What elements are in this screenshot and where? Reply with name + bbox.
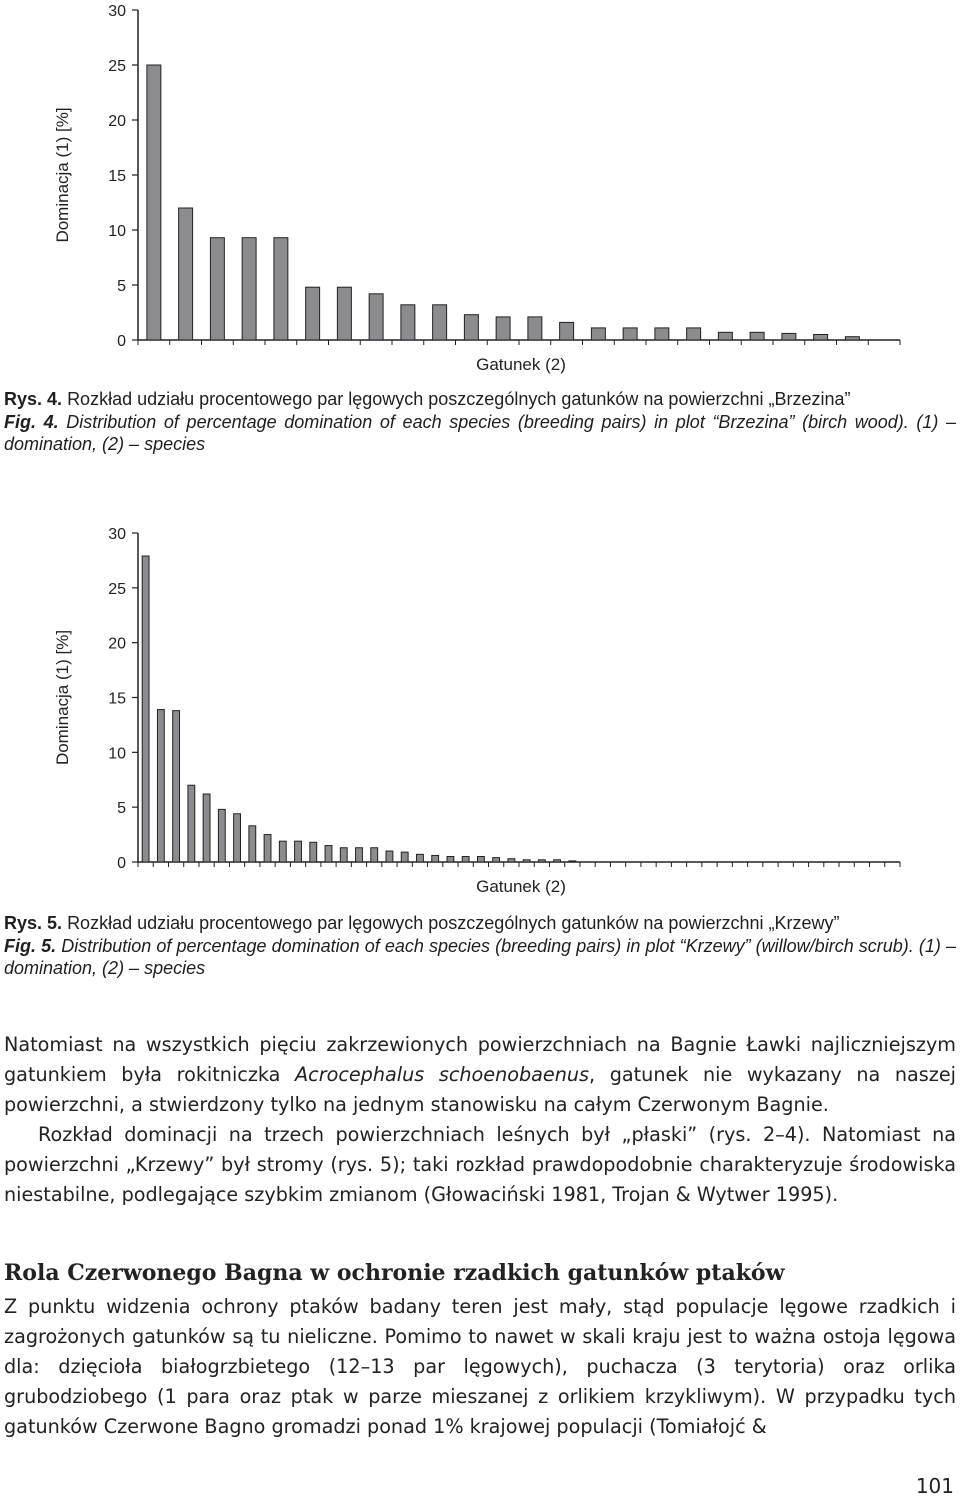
figure-4-fig-text: Distribution of percentage domination of each species (breeding pairs) in plot “Brzezina” (birch wood). (1) – domination, (2) – species xyxy=(4,411,956,454)
y-tick-label: 25 xyxy=(108,580,126,598)
paragraph-3: Z punktu widzenia ochrony ptaków badany teren jest mały, stąd populacje lęgowe rzadkich i zagrożonych gatunków są tu nieliczne. Pomimo to nawet w skali kraju jest to ważna ostoja lęgowa dla: dzięcioła białogrzbietego (12–13 par lęgowych), puchacza (3 terytoria) oraz orlika grubodziobego (1 para oraz ptak w parze mieszanej z orlikiem krzykliwym). W przypadku tych gatunków Czerwone Bagno gromadzi ponad 1% krajowej populacji (Tomiałojć & xyxy=(4,1295,956,1438)
bar xyxy=(242,238,256,340)
y-axis-title: Dominacja (1) [%] xyxy=(53,107,72,243)
bar xyxy=(447,857,454,862)
figure-4-caption-polish xyxy=(4,388,956,411)
y-tick-label: 5 xyxy=(117,278,126,295)
figure-4-bar-chart xyxy=(0,0,960,380)
y-tick-label: 15 xyxy=(108,168,126,185)
figure-5-caption xyxy=(4,912,956,980)
figure-4-caption xyxy=(4,388,956,456)
figure-4-rys-label: Rys. 4. xyxy=(4,389,63,409)
bar xyxy=(264,835,271,862)
bar xyxy=(687,328,701,340)
x-axis-title: Gatunek (2) xyxy=(476,355,566,374)
bar xyxy=(157,710,164,862)
bar xyxy=(432,855,439,862)
y-tick-label: 20 xyxy=(108,113,126,130)
bar xyxy=(179,208,193,340)
paragraph-2: Rozkład dominacji na trzech powierzchniach leśnych był „płaski” (rys. 2–4). Natomiast na powierzchni „Krzewy” był stromy (rys. 5); taki rozkład prawdopodobnie charakteryzuje środowiska niestabilne, podlegające szybkim zmianom (Głowaciński 1981, Trojan & Wytwer 1995). xyxy=(4,1123,956,1206)
figure-5-caption-english xyxy=(4,935,956,980)
bar xyxy=(417,854,424,862)
bar xyxy=(538,860,545,862)
bar xyxy=(142,556,149,862)
page-number: 101 xyxy=(915,1474,954,1498)
y-tick-label: 5 xyxy=(117,800,126,818)
y-tick-label: 30 xyxy=(108,3,126,20)
bar xyxy=(234,814,241,862)
bar xyxy=(203,794,210,862)
y-tick-label: 10 xyxy=(108,745,126,763)
figure-4-rys-text: Rozkład udziału procentowego par lęgowych poszczególnych gatunków na powierzchni „Brzezina” xyxy=(67,389,851,409)
bar xyxy=(274,238,288,340)
paragraph-1-text-b: , gatunek nie wykazany na naszej powierzchni, a stwierdzony tylko na jednym stanowisku na całym Czerwonym Bagnie. xyxy=(4,1063,956,1116)
figure-5-fig-label: Fig. 5. xyxy=(4,935,57,956)
body-paragraph-3-wrap xyxy=(4,1292,956,1442)
figure-4-chart xyxy=(0,0,960,380)
y-tick-label: 30 xyxy=(108,526,126,543)
bar xyxy=(188,785,195,862)
bar xyxy=(356,848,363,862)
y-tick-label: 20 xyxy=(108,635,126,653)
bar xyxy=(401,305,415,340)
bar xyxy=(464,315,478,340)
bar xyxy=(306,287,320,340)
figure-4-caption-english xyxy=(4,411,956,456)
bar xyxy=(401,852,408,862)
bar xyxy=(528,317,542,340)
bar xyxy=(591,328,605,340)
figure-5-bar-chart xyxy=(0,515,960,905)
bar xyxy=(173,711,180,862)
bar xyxy=(325,846,332,862)
bar xyxy=(371,848,378,862)
bar xyxy=(560,322,574,340)
bar xyxy=(623,328,637,340)
y-tick-label: 25 xyxy=(108,58,126,75)
bar xyxy=(279,841,286,862)
bar xyxy=(218,809,225,862)
bar xyxy=(210,238,224,340)
bar xyxy=(655,328,669,340)
bar xyxy=(477,857,484,862)
bar xyxy=(386,851,393,862)
bar xyxy=(310,842,317,862)
bar xyxy=(493,858,500,862)
bar xyxy=(462,857,469,862)
bar xyxy=(718,332,732,340)
figure-5-fig-text: Distribution of percentage domination of each species (breeding pairs) in plot “Krzewy” (willow/birch scrub). (1) – domination, (2) – species xyxy=(4,935,957,978)
bar xyxy=(523,860,530,862)
bar xyxy=(249,826,256,862)
paragraph-1 xyxy=(4,1030,956,1120)
bar xyxy=(369,294,383,340)
bar xyxy=(750,332,764,340)
y-axis-title: Dominacja (1) [%] xyxy=(53,629,72,766)
body-paragraphs xyxy=(4,1030,956,1210)
figure-5-rys-text: Rozkład udziału procentowego par lęgowych poszczególnych gatunków na powierzchni „Krzewy” xyxy=(67,913,840,933)
bar xyxy=(340,848,347,862)
paragraph-1-text-a: Natomiast na wszystkich pięciu zakrzewionych powierzchniach na Bagnie Ławki najliczniejszym gatunkiem była rokitniczka xyxy=(4,1033,956,1086)
y-tick-label: 10 xyxy=(108,223,126,240)
figure-5-caption-polish xyxy=(4,912,956,935)
y-tick-label: 15 xyxy=(108,690,126,708)
species-name: Acrocephalus schoenobaenus xyxy=(295,1063,590,1086)
bar xyxy=(496,317,510,340)
bar xyxy=(337,287,351,340)
y-tick-label: 0 xyxy=(117,333,126,350)
bar xyxy=(782,333,796,340)
bar xyxy=(508,859,515,862)
figure-5-rys-label: Rys. 5. xyxy=(4,913,63,933)
figure-5-chart xyxy=(0,515,960,905)
y-tick-label: 0 xyxy=(117,855,126,872)
bar xyxy=(147,65,161,340)
bar xyxy=(554,860,561,862)
bar xyxy=(295,841,302,862)
bar xyxy=(814,335,828,341)
figure-4-fig-label: Fig. 4. xyxy=(4,411,59,432)
x-axis-title: Gatunek (2) xyxy=(476,877,566,896)
bar xyxy=(845,337,859,340)
bar xyxy=(433,305,447,340)
bar xyxy=(569,861,576,862)
section-heading: Rola Czerwonego Bagna w ochronie rzadkich gatunków ptaków xyxy=(4,1260,785,1286)
